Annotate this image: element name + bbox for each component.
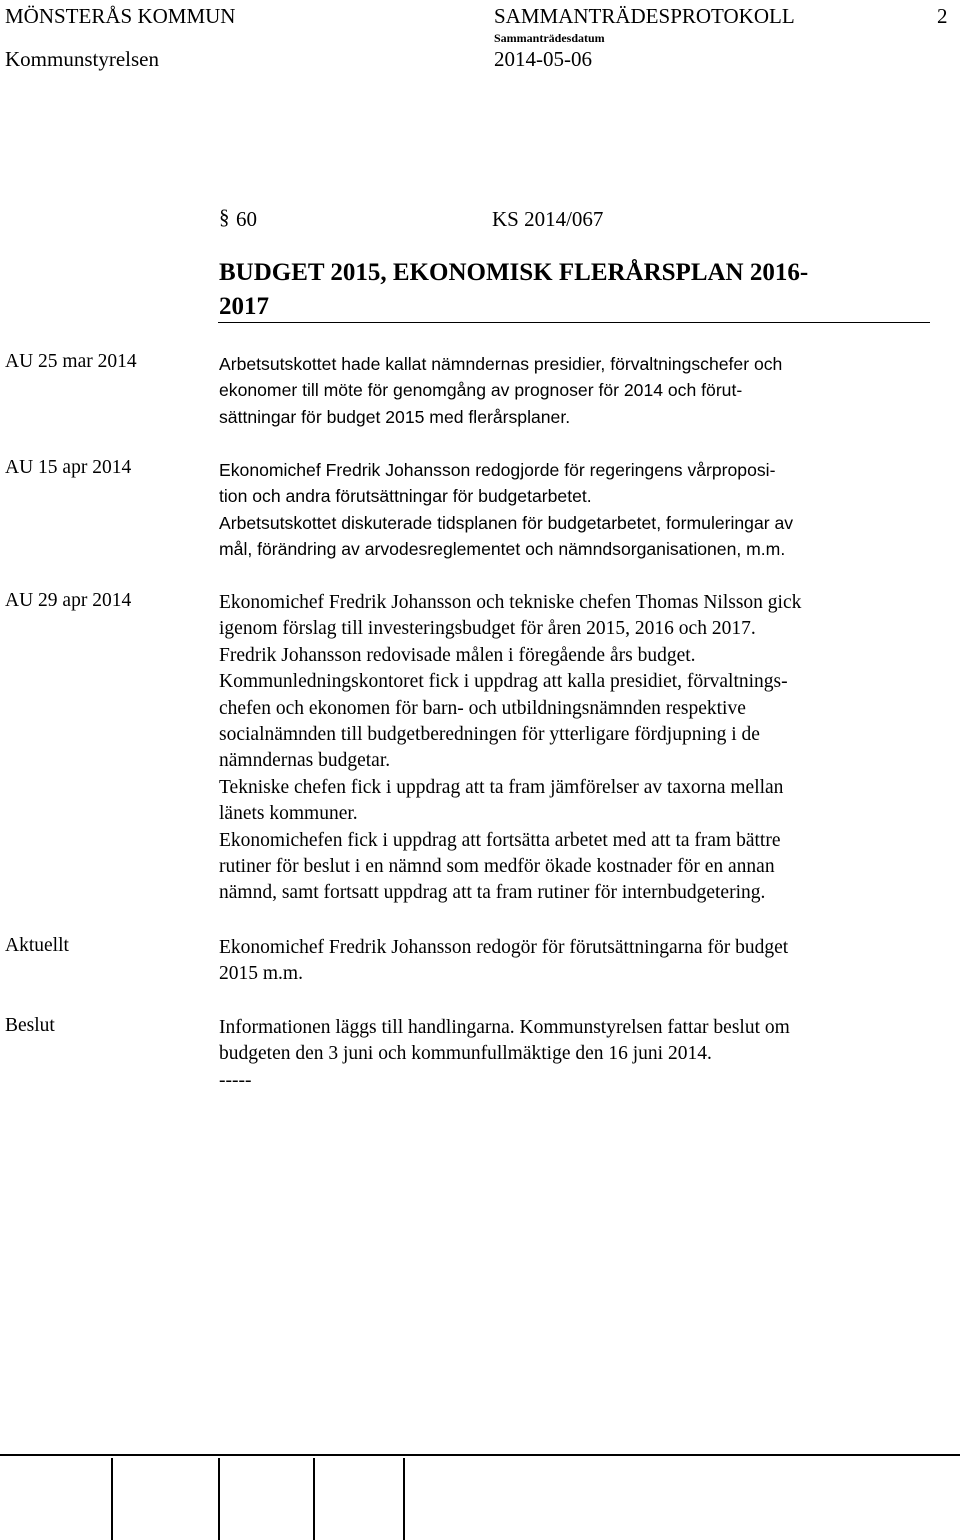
text-line: chefen och ekonomen för barn- och utbildningsnämnden respektive (219, 697, 746, 719)
text-line: Ekonomichef Fredrik Johansson redogör för förutsättningarna för budget (219, 937, 789, 958)
text-line: Kommunledningskontoret fick i uppdrag att kalla presidiet, förvaltnings- (219, 671, 788, 693)
text-line: rutiner för beslut i en nämnd som medför ökade kostnader för en annan (219, 856, 775, 878)
entry-label-aktuellt: Aktuellt (5, 935, 69, 956)
signature-box-divider (313, 1458, 315, 1540)
text-line: Fredrik Johansson redovisade målen i föregående års budget. (219, 644, 696, 666)
text-line: Ekonomichef Fredrik Johansson redogjorde för regeringens vårproposi- (219, 460, 776, 480)
page-number: 2 (937, 4, 948, 28)
entry-label-beslut: Beslut (5, 1015, 55, 1036)
entry-text-aktuellt (219, 935, 788, 988)
text-line: Ekonomichefen fick i uppdrag att fortsätta arbetet med att ta fram bättre (219, 829, 781, 851)
text-line: 2015 m.m. (219, 963, 303, 985)
signature-box-divider (111, 1458, 113, 1540)
section-title-line: BUDGET 2015, EKONOMISK FLERÅRSPLAN 2016- (219, 259, 809, 286)
text-line: igenom förslag till investeringsbudget för åren 2015, 2016 och 2017. (219, 618, 756, 640)
text-line: Tekniske chefen fick i uppdrag att ta fram jämförelser av taxorna mellan (219, 776, 784, 798)
text-line: socialnämnden till budgetberedningen för ytterligare fördjupning i de (219, 724, 760, 746)
entry-text-beslut (219, 1015, 790, 1094)
signature-box-divider (218, 1458, 220, 1540)
section-title (219, 256, 808, 324)
municipality-name: MÖNSTERÅS KOMMUN (5, 4, 236, 28)
committee-name: Kommunstyrelsen (5, 47, 159, 71)
text-line: budgeten den 3 juni och kommunfullmäktige den 16 juni 2014. (219, 1043, 712, 1065)
case-reference: KS 2014/067 (492, 207, 604, 231)
entry-text-au-25-mar (219, 351, 782, 430)
entry-label-au-25-mar: AU 25 mar 2014 (5, 351, 137, 372)
text-line: nämnd, samt fortsatt uppdrag att ta fram rutiner för internbudgetering. (219, 882, 766, 904)
text-line: länets kommuner. (219, 803, 358, 825)
title-underline (218, 322, 930, 323)
entry-label-au-29-apr: AU 29 apr 2014 (5, 590, 132, 611)
date-label: Sammanträdesdatum (494, 31, 605, 45)
section-number: 60 (236, 207, 257, 231)
text-line: Informationen läggs till handlingarna. Kommunstyrelsen fattar beslut om (219, 1017, 790, 1038)
text-line: Arbetsutskottet diskuterade tidsplanen för budgetarbetet, formuleringar av (219, 512, 794, 533)
meeting-date: 2014-05-06 (494, 47, 592, 71)
text-line: ----- (219, 1069, 252, 1091)
text-line: tion och andra förutsättningar för budgetarbetet. (219, 486, 592, 507)
text-line: nämndernas budgetar. (219, 750, 391, 772)
text-line: mål, förändring av arvodesreglementet och nämndsorganisationen, m.m. (219, 539, 786, 560)
text-line: ekonomer till möte för genomgång av prognoser för 2014 och förut- (219, 380, 743, 401)
text-line: Arbetsutskottet hade kallat nämndernas presidier, förvaltningschefer och (219, 354, 783, 374)
signature-box-top-rule (0, 1454, 960, 1456)
section-symbol: § (219, 205, 230, 229)
signature-box-divider (403, 1458, 405, 1540)
text-line: sättningar för budget 2015 med flerårsplaner. (219, 406, 571, 427)
document-type: SAMMANTRÄDESPROTOKOLL (494, 4, 795, 28)
text-line: Ekonomichef Fredrik Johansson och tekniske chefen Thomas Nilsson gick (219, 592, 802, 613)
entry-text-au-29-apr (219, 590, 801, 907)
entry-text-au-15-apr (219, 457, 793, 563)
section-title-line: 2017 (219, 293, 269, 320)
entry-label-au-15-apr: AU 15 apr 2014 (5, 457, 132, 478)
